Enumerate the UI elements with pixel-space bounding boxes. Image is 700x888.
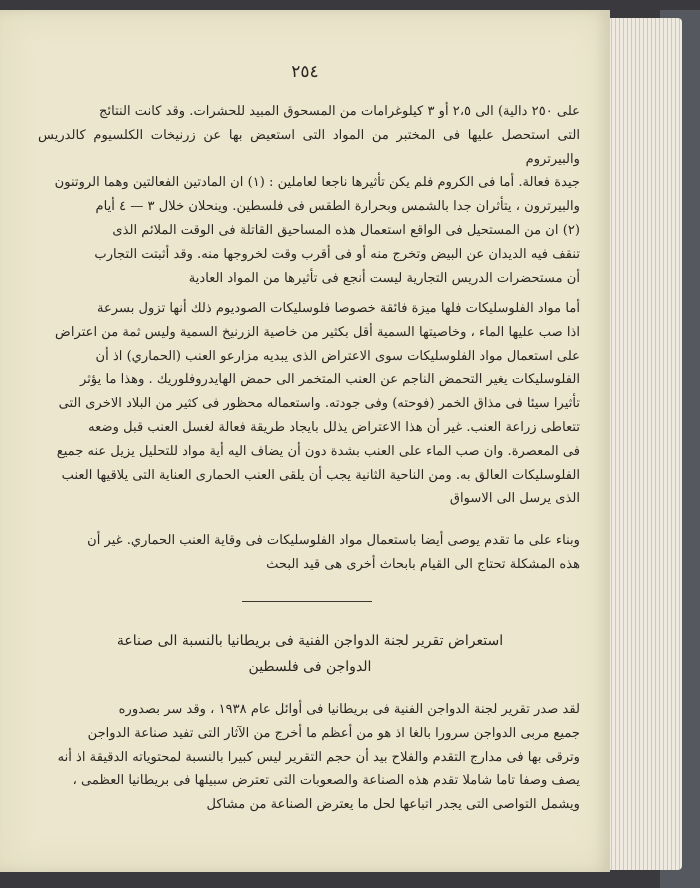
text-line [38,100,580,290]
text-line: (٢) ان من المستحيل فى الواقع استعمال هذه المساحيق القاتلة فى الوقت الملائم الذى [112,222,580,238]
text-line: تنقف فيه الديدان عن البيض وتخرج منه أو فى أقرب وقت لخروجها منه. وقد أثبتت التجارب [94,246,580,262]
heading-line: الدواجن فى فلسطين [248,659,372,675]
text-line: تأثيرا سيئا فى مذاق الخمر (فوحته) وفى جودته. واستعماله محظور فى كثير من البلاد الاخرى التى [58,396,580,412]
text-line [38,529,580,577]
text-line [38,698,580,817]
text-line: التى استحصل عليها فى المختبر من المواد التى استعيض بها عن زرنيخات الكلسيوم كالدريس والبيرتروم [38,127,580,167]
text-line [38,297,580,511]
text-line: وبناء على ما تقدم يوصى أيضا باستعمال مواد الفلوسليكات فى وقاية العنب الحماري. غير أن [87,533,580,548]
text-line: تتعاطى زراعة العنب. غير أن هذا الاعتراض يذلل بايجاد طريقة فعالة لغسل العنب قبل وضعه [88,419,580,435]
paragraph-fluosilicates [38,297,580,511]
text-line: اذا صب عليها الماء ، وخاصيتها السمية أقل بكثير من خاصية الزرنيخ السمية وليس ثمة من اعتراض [55,324,580,340]
text-line: لقد صدر تقرير لجنة الدواجن الفنية فى بريطانيا فى أوائل عام ١٩٣٨ ، وقد سر بصدوره [118,702,580,717]
text-line: أما مواد الفلوسليكات فلها ميزة فائقة خصوصا فلوسليكات الصوديوم ذلك أنها تزول بسرعة [96,301,580,316]
text-line: والبيرترون ، يتأثران جدا بالشمس وبحرارة الطقس فى فلسطين. وينحلان خلال ٣ — ٤ أيام [95,199,580,215]
book-page-edges [600,18,682,870]
text-line: هذه المشكلة تحتاج الى القيام بابحاث أخرى هى قيد البحث [266,556,580,572]
text-line: فى المعصرة. وان صب الماء على العنب بشدة دون أن يضاف اليه أية مواد للتحليل يزيل عنه جميع [56,443,580,459]
text-line: على ٢٥٠ دالية) الى ٢،٥ أو ٣ كيلوغرامات من المسحوق المبيد للحشرات. وقد كانت النتائج [99,104,580,119]
text-line: أن مستحضرات الدريس التجارية ليست أنجع فى تأثيرها من المواد العادية [188,270,580,286]
text-line: وترقى بها فى مدارج التقدم والفلاح بيد أن حجم التقرير ليس كبيرا بالنسبة لمحتوياته الدقيقة اذ أنه [57,749,580,765]
text-line: الفلوسليكات يغير التحمض الناجم عن العنب المتخمر الى حمض الهايدروفلوريك . وهذا ما يؤثر [80,372,580,388]
section-divider [242,601,372,602]
text-line: يصف وصفا تاما شاملا تقدم هذه الصناعة والصعوبات التى تعترض سبيلها فى بريطانيا العظمى ، [72,773,580,789]
text-line: جميع مربى الدواجن سرورا بالغا اذ هو من أعظم ما أخرج من الآثار التى تفيد صناعة الدواجن [87,725,580,741]
paragraph-poultry-report [38,698,580,817]
book-page [0,10,610,872]
section-heading-poultry-report [40,628,580,680]
paragraph-recommendation [38,529,580,577]
text-line: على استعمال مواد الفلوسليكات سوى الاعتراض الذى يبديه مزارعو العنب (الحماري) اذ أن [95,348,580,364]
text-line: الفلوسليكات العالق به. ومن الناحية الثانية يجب أن يلقى العنب الحمارى العناية التى يلاقيها العنب [61,467,580,483]
heading-line: استعراض تقرير لجنة الدواجن الفنية فى بريطانيا بالنسبة الى صناعة [116,633,504,649]
page-number: ٢٥٤ [291,62,319,82]
paragraph-insecticide-results [38,100,580,290]
text-line: جيدة فعالة. أما فى الكروم فلم يكن تأثيرها ناجعا لعاملين : (١) ان المادتين الفعالتين وهما الروتنون [54,175,580,191]
text-line: ويشمل التواصى التى يجدر اتباعها لحل ما يعترض الصناعة من مشاكل [206,797,580,813]
text-line: الذى يرسل الى الاسواق [449,491,580,507]
